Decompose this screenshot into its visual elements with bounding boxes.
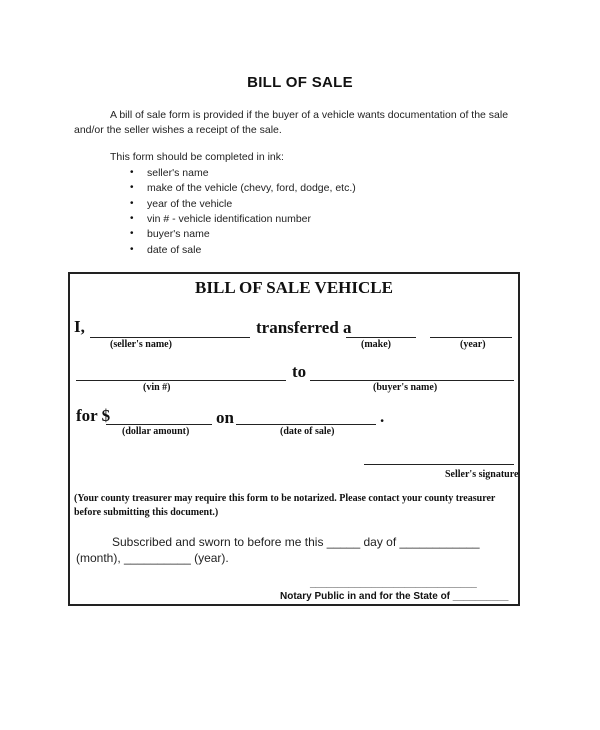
bill-of-sale-form [68,272,520,606]
notary-label: Notary Public in and for the State of __________ [280,591,509,602]
dollar-amount-caption: (dollar amount) [122,426,190,437]
year-line[interactable] [430,337,512,338]
for-label: for $ [76,406,111,425]
vin-caption: (vin #) [143,382,171,393]
date-of-sale-line[interactable] [236,424,376,425]
bullet-dot: • [130,167,134,178]
oath-line-1: Subscribed and sworn to before me this _____ day of ____________ [112,535,480,549]
buyers-name-caption: (buyer's name) [373,382,438,393]
bullet-item: date of sale [147,244,202,256]
sellers-name-line[interactable] [90,337,250,338]
to-label: to [292,362,307,381]
signature-line[interactable] [364,464,514,465]
make-caption: (make) [361,339,391,350]
intro-line-2: and/or the seller wishes a receipt of the sale. [74,124,282,136]
notary-signature-line: ______________________________ [310,578,477,589]
vin-line[interactable] [76,380,286,381]
dollar-amount-line[interactable] [106,424,212,425]
form-title: BILL OF SALE VEHICLE [195,278,393,297]
make-line[interactable] [346,337,416,338]
year-caption: (year) [460,339,486,350]
sellers-name-caption: (seller's name) [110,339,172,350]
bullet-dot: • [130,244,134,255]
oath-line-2: (month), __________ (year). [76,551,229,565]
document-title: BILL OF SALE [247,74,353,91]
intro-line-1: A bill of sale form is provided if the buyer of a vehicle wants documentation of the sale [110,109,509,121]
bullet-dot: • [130,198,134,209]
bullet-item: year of the vehicle [147,198,233,210]
bullet-dot: • [130,213,134,224]
bullet-item: vin # - vehicle identification number [147,213,312,225]
bullet-dot: • [130,228,134,239]
bullet-item: seller's name [147,167,209,179]
period-mark: . [380,407,385,426]
on-label: on [216,408,234,427]
i-label: I, [74,317,85,336]
bullet-dot: • [130,182,134,193]
bullet-item: make of the vehicle (chevy, ford, dodge, etc.) [147,182,356,194]
buyers-name-line[interactable] [310,380,514,381]
treasurer-note: (Your county treasurer may require this form to be notarized. Please contact your county treasurer before submitting this document.) [74,493,496,518]
bullet-item: buyer's name [147,228,210,240]
ink-instruction: This form should be completed in ink: [110,151,284,163]
date-of-sale-caption: (date of sale) [280,426,335,437]
signature-caption: Seller's signature [445,469,519,480]
transferred-label: transferred a [256,318,352,337]
